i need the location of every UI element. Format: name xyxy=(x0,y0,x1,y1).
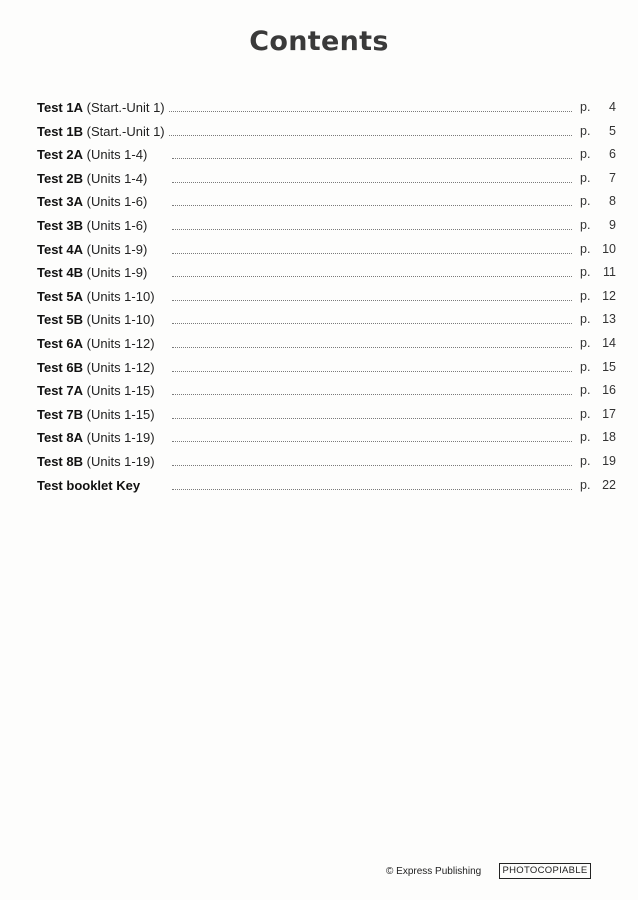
toc-test-name: Test 8B xyxy=(37,453,83,469)
toc-entry xyxy=(37,190,615,214)
toc-units: (Units 1-19) xyxy=(86,430,155,446)
table-of-contents xyxy=(37,96,615,497)
toc-test-name: Test 2B xyxy=(37,170,83,186)
toc-entry xyxy=(37,332,615,356)
page-prefix: p. xyxy=(580,123,591,138)
toc-test-name: Test 6A xyxy=(37,335,83,351)
page-prefix: p. xyxy=(580,477,591,492)
page-number: 16 xyxy=(602,383,616,398)
toc-test-name: Test 7B xyxy=(37,406,83,422)
dot-leader xyxy=(169,111,572,112)
toc-test-name: Test 5A xyxy=(37,288,83,304)
toc-entry xyxy=(37,356,615,380)
photocopiable-badge: PHOTOCOPIABLE xyxy=(499,863,591,879)
page-number: 6 xyxy=(609,147,616,162)
page-prefix: p. xyxy=(580,241,591,256)
dot-leader xyxy=(172,347,572,348)
page-prefix: p. xyxy=(580,170,591,185)
toc-entry xyxy=(37,450,615,474)
toc-entry-label xyxy=(37,167,147,191)
toc-units: (Units 1-9) xyxy=(86,265,148,281)
page-number: 15 xyxy=(602,359,616,374)
page-prefix: p. xyxy=(580,359,591,374)
page-title: Contents xyxy=(249,26,389,57)
dot-leader xyxy=(172,489,572,490)
page-prefix: p. xyxy=(580,335,591,350)
toc-entry xyxy=(37,474,615,498)
page-number: 14 xyxy=(602,335,616,350)
toc-entry-label xyxy=(37,261,147,285)
toc-entry-label xyxy=(37,285,155,309)
toc-entry-label xyxy=(37,426,155,450)
page-prefix: p. xyxy=(580,265,591,280)
toc-entry-label xyxy=(37,379,155,403)
toc-test-name: Test booklet Key xyxy=(37,477,141,493)
dot-leader xyxy=(172,465,572,466)
toc-entry xyxy=(37,261,615,285)
toc-entry xyxy=(37,379,615,403)
toc-entry-label xyxy=(37,403,155,427)
page-prefix: p. xyxy=(580,312,591,327)
toc-units: (Units 1-19) xyxy=(86,453,155,469)
toc-units: (Units 1-10) xyxy=(86,312,155,328)
toc-entry-label xyxy=(37,238,147,262)
toc-entry-label xyxy=(37,143,147,167)
toc-units: (Units 1-6) xyxy=(86,217,148,233)
toc-entry xyxy=(37,167,615,191)
page-number: 18 xyxy=(602,430,616,445)
toc-test-name: Test 1A xyxy=(37,100,83,115)
page-prefix: p. xyxy=(580,453,591,468)
toc-entry xyxy=(37,308,615,332)
dot-leader xyxy=(172,300,572,301)
toc-units: (Units 1-6) xyxy=(86,194,148,210)
page-prefix: p. xyxy=(580,100,591,114)
dot-leader xyxy=(172,441,572,442)
toc-units: (Units 1-4) xyxy=(86,147,148,163)
toc-entry xyxy=(37,426,615,450)
toc-units: (Units 1-4) xyxy=(86,170,148,186)
page-number: 9 xyxy=(609,217,616,232)
page-number: 11 xyxy=(603,265,616,280)
dot-leader xyxy=(172,182,572,183)
toc-entry xyxy=(37,96,615,120)
page-footer xyxy=(0,863,638,883)
toc-entry-label xyxy=(37,332,155,356)
toc-test-name: Test 4A xyxy=(37,241,83,257)
page-prefix: p. xyxy=(580,194,591,209)
toc-units: (Units 1-9) xyxy=(86,241,148,257)
toc-entry xyxy=(37,403,615,427)
dot-leader xyxy=(172,276,572,277)
toc-units: (Units 1-12) xyxy=(86,359,155,375)
page-prefix: p. xyxy=(580,147,591,162)
toc-entry xyxy=(37,285,615,309)
toc-entry-label xyxy=(37,120,165,144)
page-number: 13 xyxy=(602,312,616,327)
page-prefix: p. xyxy=(580,383,591,398)
page-number: 5 xyxy=(609,123,616,138)
page-number: 12 xyxy=(602,288,616,303)
page-number: 8 xyxy=(609,194,616,209)
page-number: 4 xyxy=(609,100,616,114)
toc-entry-label xyxy=(37,474,140,498)
page-number: 19 xyxy=(602,453,616,468)
page-number: 17 xyxy=(602,406,616,421)
toc-test-name: Test 8A xyxy=(37,430,83,446)
dot-leader xyxy=(172,418,572,419)
dot-leader xyxy=(172,323,572,324)
page-number: 22 xyxy=(602,477,616,492)
dot-leader xyxy=(169,135,572,136)
toc-entry-label xyxy=(37,96,165,120)
dot-leader xyxy=(172,371,572,372)
publisher-credit: © Express Publishing xyxy=(386,866,482,877)
dot-leader xyxy=(172,158,572,159)
toc-units: (Start.-Unit 1) xyxy=(86,100,165,115)
toc-test-name: Test 1B xyxy=(37,123,83,139)
toc-entry xyxy=(37,214,615,238)
dot-leader xyxy=(172,253,572,254)
page-number: 7 xyxy=(609,170,616,185)
toc-test-name: Test 3B xyxy=(37,217,83,233)
page-prefix: p. xyxy=(580,217,591,232)
toc-entry-label xyxy=(37,190,147,214)
toc-entry-label xyxy=(37,214,147,238)
toc-test-name: Test 2A xyxy=(37,147,83,163)
toc-units: (Start.-Unit 1) xyxy=(86,123,165,139)
toc-units: (Units 1-15) xyxy=(86,406,155,422)
dot-leader xyxy=(172,229,572,230)
page-prefix: p. xyxy=(580,430,591,445)
toc-units: (Units 1-10) xyxy=(86,288,155,304)
toc-test-name: Test 5B xyxy=(37,312,83,328)
toc-test-name: Test 4B xyxy=(37,265,83,281)
toc-entry xyxy=(37,238,615,262)
toc-entry-label xyxy=(37,450,155,474)
toc-units: (Units 1-12) xyxy=(86,335,155,351)
toc-entry-label xyxy=(37,308,155,332)
page-prefix: p. xyxy=(580,288,591,303)
toc-test-name: Test 6B xyxy=(37,359,83,375)
toc-units: (Units 1-15) xyxy=(86,383,155,399)
dot-leader xyxy=(172,205,572,206)
toc-entry xyxy=(37,120,615,144)
toc-test-name: Test 7A xyxy=(37,383,83,399)
toc-entry xyxy=(37,143,615,167)
toc-test-name: Test 3A xyxy=(37,194,83,210)
page-prefix: p. xyxy=(580,406,591,421)
toc-entry-label xyxy=(37,356,155,380)
dot-leader xyxy=(172,394,572,395)
page-number: 10 xyxy=(602,241,616,256)
